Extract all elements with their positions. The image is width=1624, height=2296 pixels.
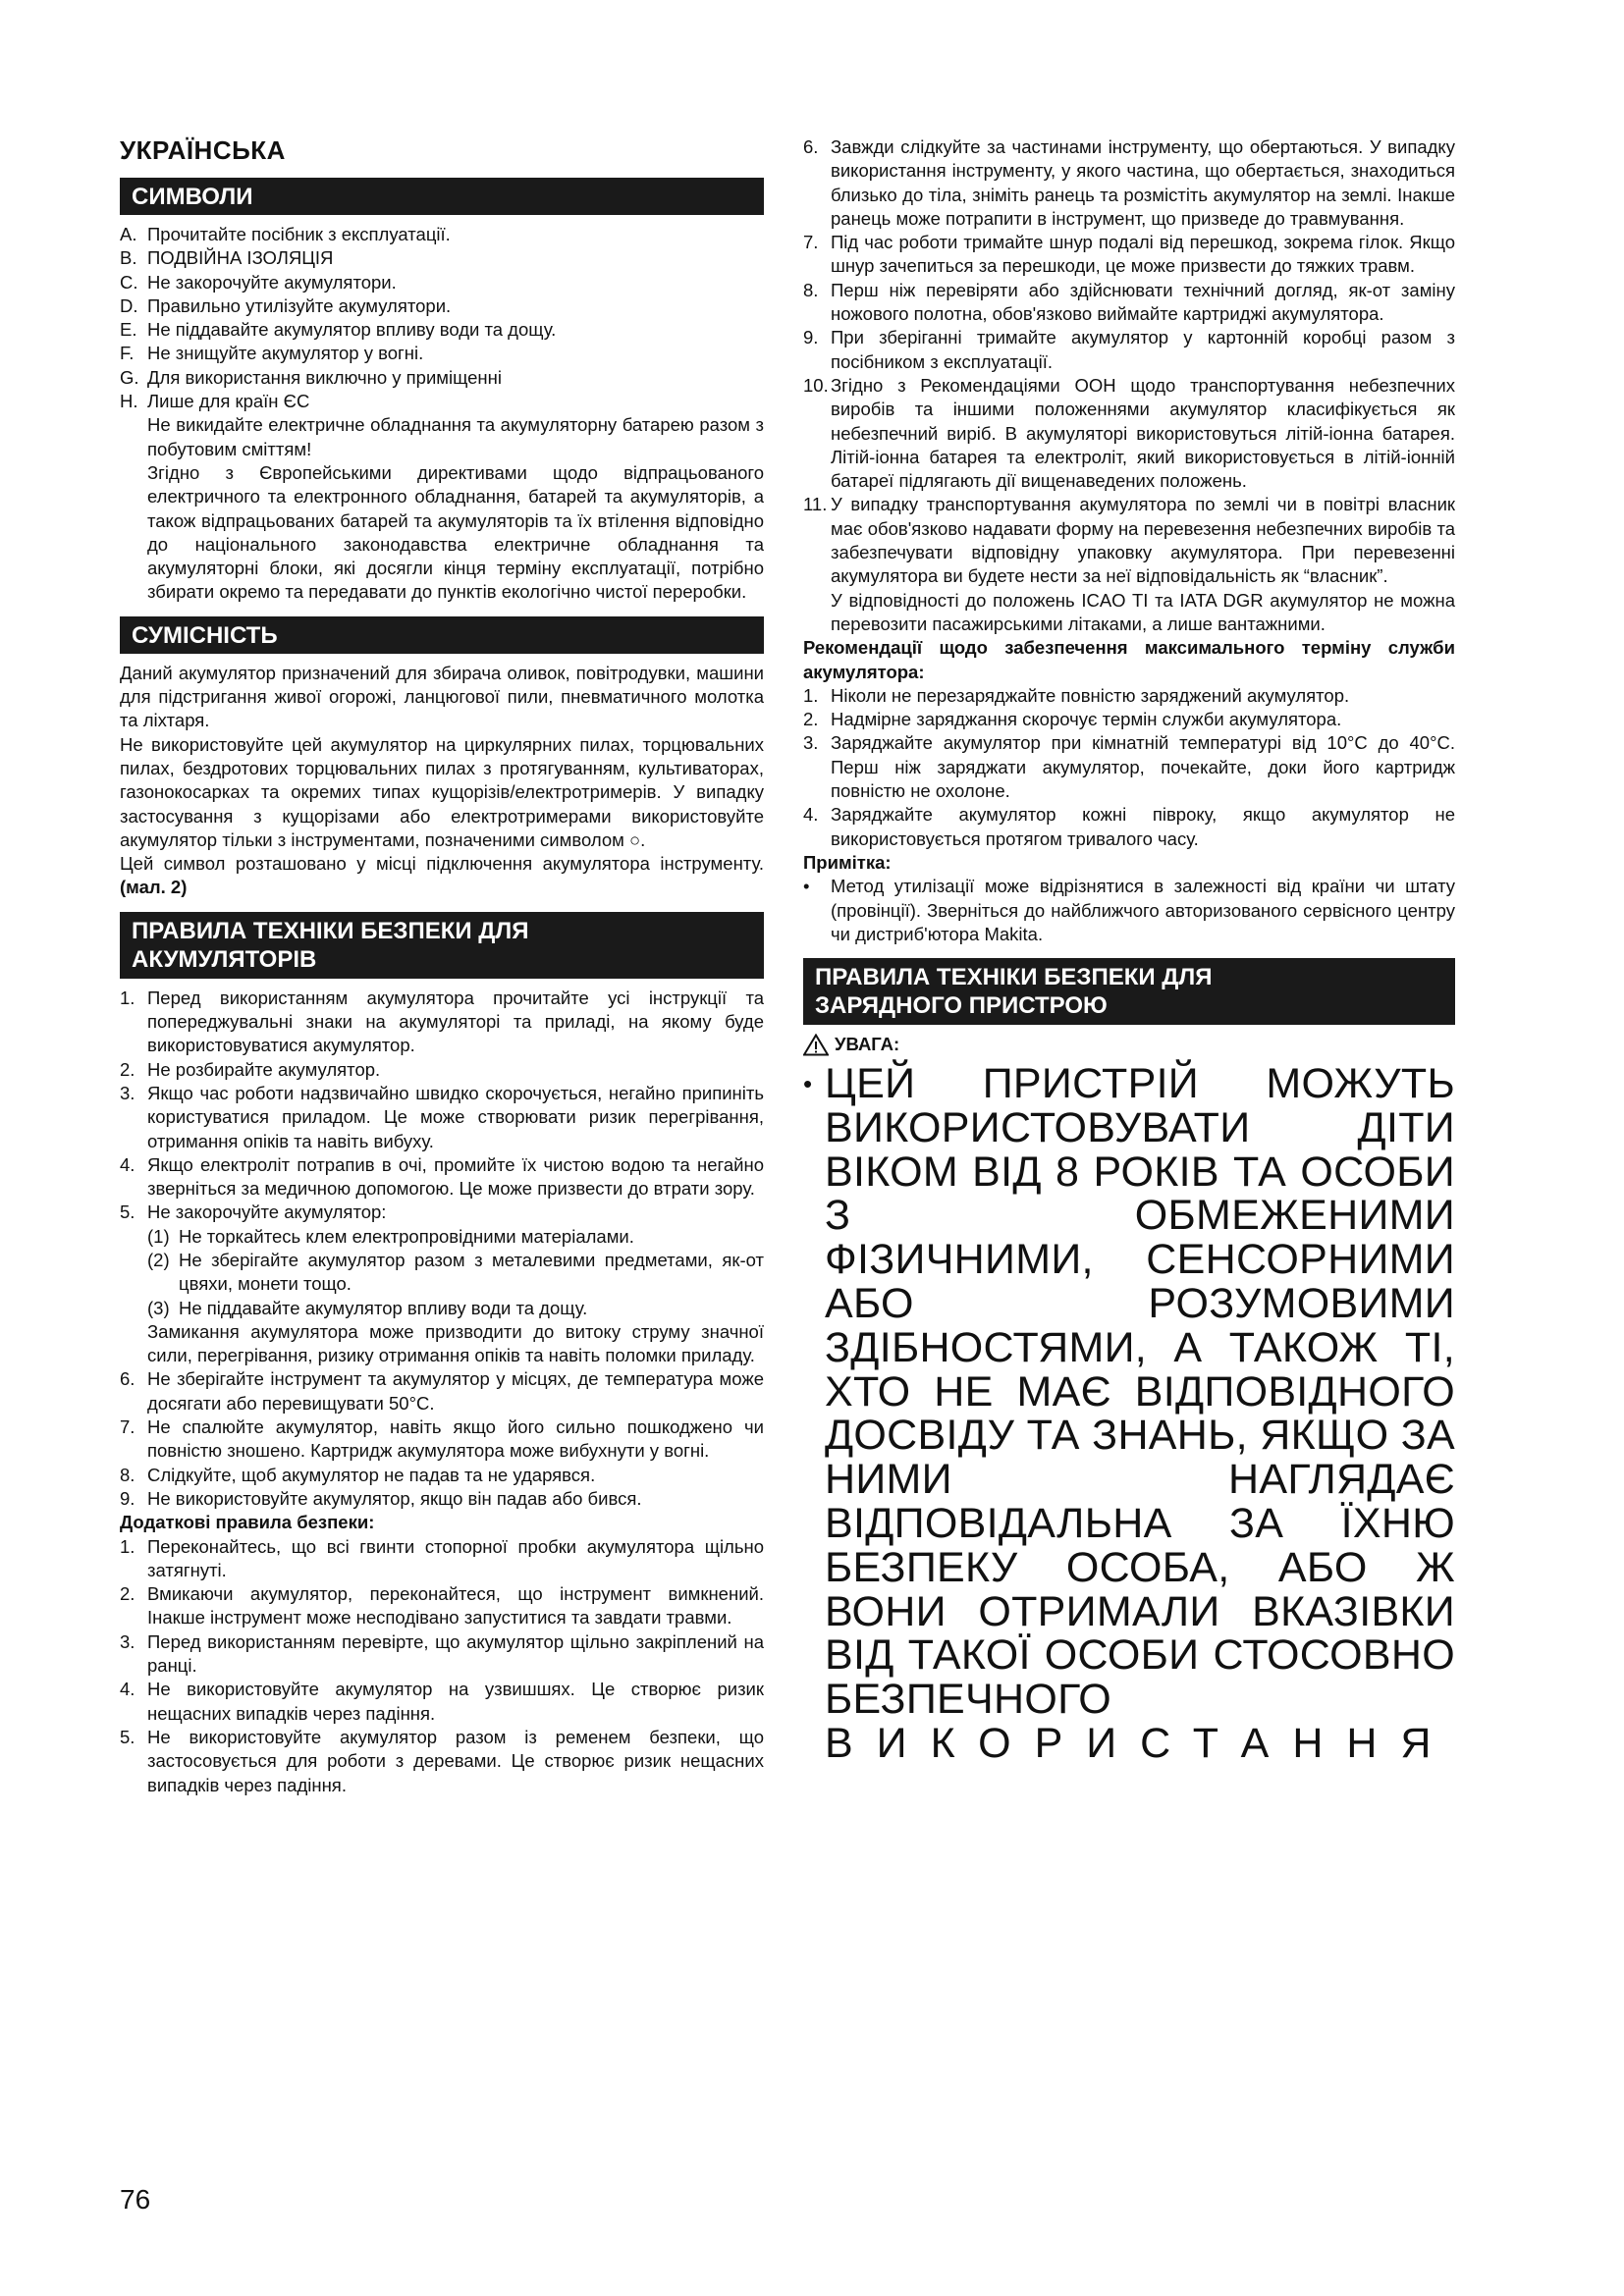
- charger-safety-heading: ПРАВИЛА ТЕХНІКИ БЕЗПЕКИ ДЛЯ ЗАРЯДНОГО ПРИСТРОЮ: [803, 958, 1455, 1025]
- list-item: 1. Перед використанням акумулятора прочитайте усі інструкції та попереджувальні знаки на акумуляторі та приладі, на якому буде використовуватися акумулятор.: [120, 987, 764, 1056]
- list-item: 8. Слідкуйте, щоб акумулятор не падав та не ударявся.: [120, 1464, 596, 1485]
- note-item: • Метод утилізації може відрізнятися в залежності від країни чи штату (провінції). Зверніться до найближчого авторизованого сервісного центру чи дистриб'ютора Makita.: [803, 876, 1455, 944]
- right-column: [803, 135, 1455, 1766]
- list-item: C. Не закорочуйте акумулятори.: [120, 271, 397, 293]
- list-item: D. Правильно утилізуйте акумулятори.: [120, 294, 452, 316]
- list-item: 8. Перш ніж перевіряти або здійснювати технічний догляд, як-от заміну ножового полотна, обов'язково виймайте картриджі акумулятора.: [803, 279, 1455, 325]
- list-item: 1. Ніколи не перезаряджайте повністю заряджений акумулятор.: [803, 684, 1350, 706]
- list-item: 7. Не спалюйте акумулятор, навіть якщо його сильно пошкоджено чи повністю зношено. Картридж акумулятора може вибухнути у вогні.: [120, 1416, 764, 1462]
- eu-directive-text: Згідно з Європейськими директивами щодо відпрацьованого електричного та електронного обладнання, батарей та акумуляторів, а також відпрацьованих батарей та акумуляторів та їх втілення відповідно до національного законодавства електричне обладнання та акумуляторні блоки, які досягли кінця терміну експлуатації, потрібно збирати окремо та передавати до пунктів екологічно чистої переробки.: [147, 461, 764, 603]
- battery-safety-list: [120, 987, 764, 1512]
- list-item: 6. Не зберігайте інструмент та акумулятор у місцях, де температура може досягати або перевищувати 50°C.: [120, 1368, 764, 1414]
- note-heading: Примітка:: [803, 851, 892, 873]
- children-caution-text: • ЦЕЙ ПРИСТРІЙ МОЖУТЬ ВИКОРИСТОВУВАТИ ДІТИ ВІКОМ ВІД 8 РОКІВ ТА ОСОБИ З ОБМЕЖЕНИМИ ФІЗИЧНИМИ, СЕНСОРНИМИ АБО РОЗУМОВИМИ ЗДІБНОСТЯМИ, А ТАКОЖ ТІ, ХТО НЕ МАЄ ВІДПОВІДНОГО ДОСВІДУ ТА ЗНАНЬ, ЯКЩО ЗА НИМИ НАГЛЯДАЄ ВІДПОВІДАЛЬНА ЗА ЇХНЮ БЕЗПЕКУ ОСОБА, АБО Ж ВОНИ ОТРИМАЛИ ВКАЗІВКИ ВІД ТАКОЇ ОСОБИ СТОСОВНО БЕЗПЕЧНОГО ВИКОРИСТАННЯ: [803, 1060, 1455, 1768]
- list-item: 9. При зберіганні тримайте акумулятор у картонній коробці разом з посібником з експлуатації.: [803, 327, 1455, 372]
- compatibility-para-2: Не використовуйте цей акумулятор на циркулярних пилах, торцювальних пилах, бездротових торцювальних пилах з протягуванням, культиваторах, газонокосарках та окремих типах кущорізів/електротримерів. У випадку застосування з кущорізами або електротримерами використовуйте акумулятор тільки з інструментами, позначеними символом ○.: [120, 733, 764, 850]
- battery-life-heading: Рекомендації щодо забезпечення максимального терміну служби акумулятора:: [803, 637, 1455, 682]
- list-item: A. Прочитайте посібник з експлуатації.: [120, 224, 451, 244]
- bullet-icon: •: [803, 876, 810, 897]
- list-item: 1. Переконайтесь, що всі гвинти стопорної пробки акумулятора щільно затягнуті.: [120, 1535, 764, 1580]
- list-item: F. Не знищуйте акумулятор у вогні.: [120, 343, 424, 364]
- list-item: 6. Завжди слідкуйте за частинами інструменту, що обертаються. У випадку використання інструменту, у якого частина, що обертається, знаходиться близько до тіла, зніміть ранець та розмістіть акумулятор на землі. Інакше ранець може потрапити в інструмент, що призведе до травмування.: [803, 136, 1455, 229]
- additional-safety-heading: Додаткові правила безпеки:: [120, 1512, 375, 1533]
- list-item: 2. Надмірне заряджання скорочує термін служби акумулятора.: [803, 709, 1342, 730]
- list-item: 4. Якщо електроліт потрапив в очі, промийте їх чистою водою та негайно зверніться за медичною допомогою. Це може призвести до втрати зору.: [120, 1153, 764, 1200]
- icao-note: У відповідності до положень ICAO TI та IATA DGR акумулятор не можна перевозити пасажирськими літаками, а лише вантажними.: [831, 589, 1455, 634]
- warning-label: УВАГА:: [803, 1033, 1455, 1056]
- list-item: 3. Якщо час роботи надзвичайно швидко скорочується, негайно припиніть користуватися приладом. Це може створювати ризик перегрівання, отримання опіків та навіть вибуху.: [120, 1082, 764, 1151]
- figure-reference: (мал. 2): [120, 877, 188, 898]
- list-item: 4. Заряджайте акумулятор кожні півроку, якщо акумулятор не використовується протягом тривалого часу.: [803, 804, 1455, 849]
- bullet-icon: •: [803, 1069, 813, 1099]
- battery-safety-list-continued: [803, 135, 1455, 636]
- list-item: 2. Вмикаючи акумулятор, переконайтеся, що інструмент вимкнений. Інакше інструмент може несподівано запуститися та завдати травми.: [120, 1583, 764, 1629]
- symbols-list: [120, 223, 764, 605]
- list-item: 11. У випадку транспортування акумулятора по землі чи в повітрі власник має обов'язково надавати форму на перевезення небезпечних виробів та забезпечувати відповідну упаковку акумулятора. При перевезенні акумулятора ви будете нести за неї відповідальність як “власник”.: [803, 494, 1455, 587]
- list-item: B. ПОДВІЙНА ІЗОЛЯЦІЯ: [120, 247, 334, 269]
- list-item: E. Не піддавайте акумулятор впливу води та дощу.: [120, 319, 557, 341]
- list-item: G. Для використання виключно у приміщенні: [120, 366, 502, 388]
- short-circuit-note: Замикання акумулятора може призводити до витоку струму значної сили, перегрівання, ризику отримання опіків та навіть поломки приладу.: [147, 1320, 764, 1366]
- compatibility-para-1: Даний акумулятор призначений для збирача оливок, повітродувки, машини для підстригання живої огорожі, ланцюгової пили, пневматичного молотка та ліхтаря.: [120, 662, 764, 731]
- battery-safety-heading: ПРАВИЛА ТЕХНІКИ БЕЗПЕКИ ДЛЯ АКУМУЛЯТОРІВ: [120, 912, 764, 979]
- sub-list-item: (2) Не зберігайте акумулятор разом з металевими предметами, як-от цвяхи, монети тощо.: [147, 1249, 764, 1295]
- warning-triangle-icon: [803, 1034, 829, 1056]
- list-item: 10. Згідно з Рекомендаціями ООН щодо транспортування небезпечних виробів та іншими положеннями акумулятор класифікується як небезпечний виріб. В акумуляторі використовуться літій-іонна батарея. Літій-іонна батарея та електроліт, який використовується в літій-іонній батареї підлягають дії вищенаведених положень.: [803, 374, 1455, 492]
- list-item: 9. Не використовуйте акумулятор, якщо він падав або бився.: [120, 1487, 642, 1509]
- eu-disposal-warning: Не викидайте електричне обладнання та акумуляторну батарею разом з побутовим сміттям!: [147, 414, 764, 459]
- page-number: 76: [120, 2184, 151, 2215]
- battery-life-list: [803, 684, 1455, 851]
- list-item: 5. Не використовуйте акумулятор разом із ременем безпеки, що застосовується для роботи з деревами. Це створює ризик нещасних випадків через падіння.: [120, 1726, 764, 1795]
- sub-list-item: (3) Не піддавайте акумулятор впливу води та дощу.: [147, 1297, 588, 1318]
- sub-list-item: (1) Не торкайтесь клем електропровідними матеріалами.: [147, 1225, 634, 1247]
- list-item: 3. Заряджайте акумулятор при кімнатній температурі від 10°C до 40°C. Перш ніж заряджати акумулятор, почекайте, доки його картридж повністю не охолоне.: [803, 732, 1455, 802]
- compatibility-para-3: Цей символ розташовано у місці підключення акумулятора інструменту. (мал. 2): [120, 853, 764, 898]
- list-item: 3. Перед використанням перевірте, що акумулятор щільно закріплений на ранці.: [120, 1630, 764, 1677]
- additional-safety-list: [120, 1535, 764, 1797]
- caution-last-word: ВИКОРИСТАННЯ: [825, 1720, 1455, 1768]
- compatibility-heading: СУМІСНІСТЬ: [120, 616, 764, 654]
- symbols-heading: СИМВОЛИ: [120, 178, 764, 215]
- list-item: 5. Не закорочуйте акумулятор:: [120, 1201, 387, 1223]
- list-item: 4. Не використовуйте акумулятор на узвишшях. Це створює ризик нещасних випадків через падіння.: [120, 1679, 764, 1724]
- language-title: УКРАЇНСЬКА: [120, 135, 286, 165]
- list-item: H. Лише для країн ЄС: [120, 391, 310, 412]
- list-item: 2. Не розбирайте акумулятор.: [120, 1058, 381, 1080]
- left-column: [120, 135, 764, 1797]
- list-item: 7. Під час роботи тримайте шнур подалі від перешкод, зокрема гілок. Якщо шнур зачепиться за перешкоди, це може призвести до тяжких травм.: [803, 232, 1455, 277]
